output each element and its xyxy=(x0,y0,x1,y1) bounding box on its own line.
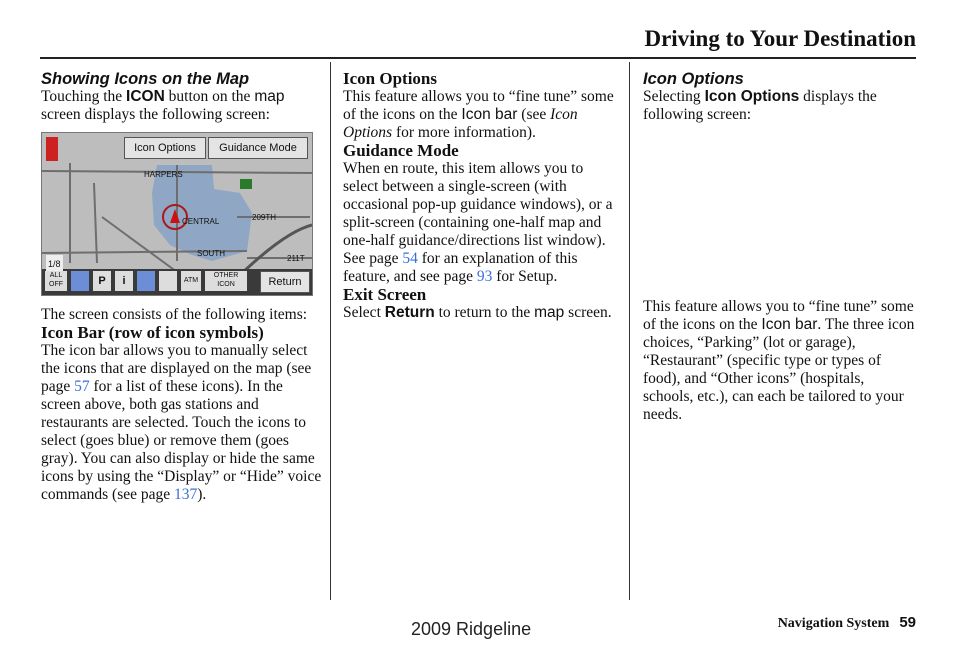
shopping-icon[interactable] xyxy=(159,271,177,291)
column-1 xyxy=(41,70,326,504)
column-divider-2 xyxy=(629,62,630,600)
section-heading-icon-options-2: Icon Options xyxy=(643,70,744,88)
map-label-209th: 209TH xyxy=(252,213,277,222)
footer xyxy=(778,614,916,632)
footer-section: Navigation System xyxy=(777,616,890,631)
map-label-south: SOUTH xyxy=(197,249,225,258)
screenshot-placeholder xyxy=(643,124,918,298)
map-label-harpers: HARPERS xyxy=(144,170,183,179)
fine-tune-paragraph: This feature allows you to “fine tune” some of the icons on the Icon bar. The three icon choices, “Parking” (lot or garage), “Restaurant” (specific type or types of food), and “Other icons” (hospitals, schools, etc.), can each be tailored to your needs. xyxy=(643,298,915,423)
nav-screen-screenshot xyxy=(41,132,313,296)
exit-screen-paragraph: Select Return to return to the map screen. xyxy=(343,304,612,321)
icon-options-button[interactable]: Icon Options xyxy=(124,137,206,159)
icon-options-paragraph: This feature allows you to “fine tune” some of the icons on the Icon bar (see Icon Options for more information). xyxy=(343,88,614,141)
page-link-54[interactable]: 54 xyxy=(402,250,418,267)
section-heading-showing-icons: Showing Icons on the Map xyxy=(41,70,250,88)
page-link-137[interactable]: 137 xyxy=(174,486,198,503)
parking-icon[interactable]: P xyxy=(93,271,111,291)
gas-icon[interactable] xyxy=(71,271,89,291)
watermark: 2009 Ridgeline xyxy=(411,619,532,639)
intro-paragraph: Touching the ICON button on the map screen displays the following screen: xyxy=(41,88,285,123)
map-scale: 1/8 xyxy=(46,255,63,273)
section-heading-exit-screen: Exit Screen xyxy=(343,285,427,304)
section-heading-guidance-mode: Guidance Mode xyxy=(343,141,459,160)
guidance-mode-button[interactable]: Guidance Mode xyxy=(208,137,308,159)
page-header-title: Driving to Your Destination xyxy=(644,26,916,51)
icon-bar-paragraph: The icon bar allows you to manually select the icons that are displayed on the map (see page 57 for a list of these icons). In the screen above, both gas stations and restaurants are selected. Touch the icons to select (goes blue) or remove them (goes gray). You can also display or hide the same icons by using the “Display” or “Hide” voice commands (see page 137). xyxy=(41,342,322,503)
column-3 xyxy=(643,70,918,424)
atm-icon[interactable]: ATM xyxy=(181,271,201,291)
section-heading-icon-options: Icon Options xyxy=(343,69,437,88)
restaurant-icon[interactable] xyxy=(137,271,155,291)
column-2 xyxy=(343,70,618,322)
section-heading-icon-bar: Icon Bar (row of icon symbols) xyxy=(41,323,264,342)
column-divider-1 xyxy=(330,62,331,600)
map-label-central: CENTRAL xyxy=(182,217,220,226)
guidance-mode-paragraph: When en route, this item allows you to select between a single-screen (with occasional pop-up guidance windows), or a split-screen (containing one-half map and one-half guidance/directions list window). See page 54 for an explanation of this feature, and see page 93 for Setup. xyxy=(343,160,613,285)
info-icon[interactable]: i xyxy=(115,271,133,291)
other-icon-button[interactable]: OTHER ICON xyxy=(205,271,247,291)
header-rule xyxy=(40,57,916,59)
page-number: 59 xyxy=(899,614,916,631)
consists-paragraph: The screen consists of the following items: xyxy=(41,306,308,323)
page-link-57[interactable]: 57 xyxy=(74,378,90,395)
all-off-button[interactable]: ALL OFF xyxy=(45,271,67,291)
page-link-93[interactable]: 93 xyxy=(476,268,493,285)
return-button[interactable]: Return xyxy=(260,271,310,293)
selecting-paragraph: Selecting Icon Options displays the following screen: xyxy=(643,88,877,123)
map-label-211t: 211T xyxy=(287,254,305,263)
